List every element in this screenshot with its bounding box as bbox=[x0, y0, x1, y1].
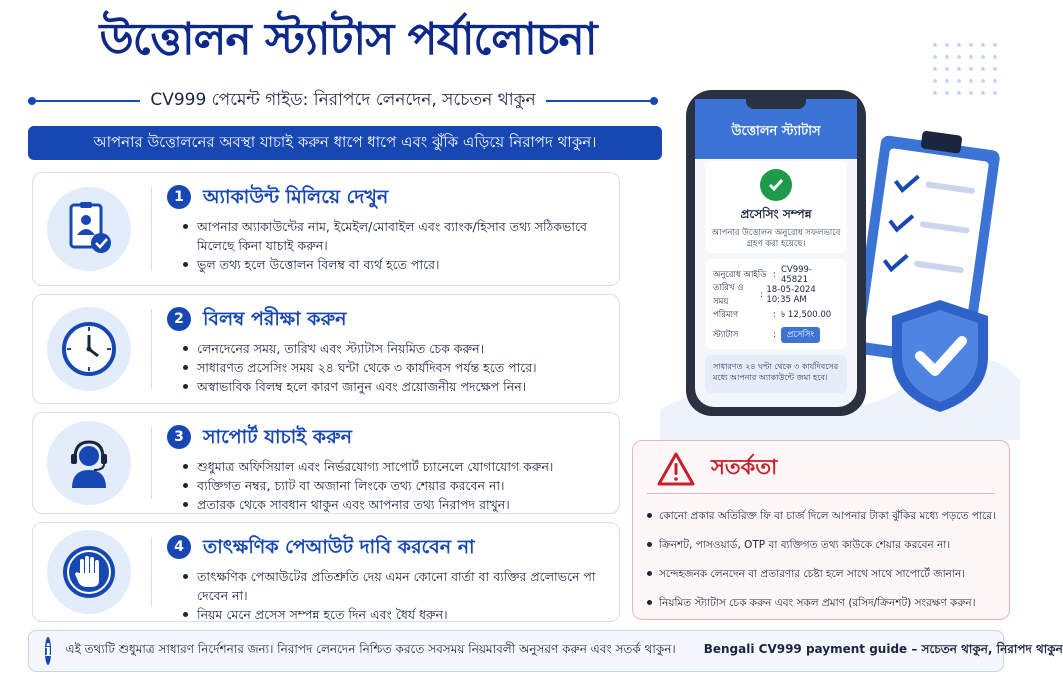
detail-value: CV999-45821 bbox=[780, 265, 812, 285]
bullet-item: সাধারণত প্রসেসিং সময় ২৪ ঘন্টা থেকে ৩ কার্যদিবস পর্যন্ত হতে পারে। bbox=[183, 358, 601, 377]
headset-support-icon bbox=[47, 421, 131, 505]
step-number: 1 bbox=[167, 185, 191, 209]
status-card bbox=[705, 161, 847, 253]
subtitle-rule-right bbox=[546, 100, 658, 102]
caution-item: নিয়মিত স্ট্যাটাস চেক করুন এবং সকল প্রমাণ (রসিদ/ক্রিনশট) সংরক্ষণ করুন। bbox=[647, 588, 999, 617]
step-card-2 bbox=[32, 294, 620, 404]
bullet-item: তাৎক্ষণিক পেআউটের প্রতিশ্রুতি দেয় এমন কোনো বার্তা বা ব্যক্তির প্রলোভনে পা দেবেন না। bbox=[183, 567, 601, 605]
phone-header: উত্তোলন স্ট্যাটাস bbox=[695, 99, 857, 159]
step-bullets bbox=[183, 567, 601, 624]
bullet-item: অস্বাভাবিক বিলম্ব হলে কারণ জানুন এবং প্রয়োজনীয় পদক্ষেপ নিন। bbox=[183, 377, 601, 396]
detail-value: ৳ 12,500.00 bbox=[781, 310, 832, 320]
status-badge: প্রসেসিং bbox=[781, 327, 820, 343]
step-heading: বিলম্ব পরীক্ষা করুন bbox=[203, 308, 347, 330]
detail-row: স্ট্যাটাস : প্রসেসিং bbox=[713, 325, 839, 345]
page-title: উত্তোলন স্ট্যাটাস পর্যালোচনা bbox=[99, 14, 597, 65]
detail-label: অনুরোধ আইডি bbox=[713, 270, 767, 280]
step-card-4 bbox=[32, 522, 620, 622]
caution-bullets bbox=[647, 501, 999, 617]
status-title: প্রসেসিং সম্পন্ন bbox=[740, 207, 812, 221]
phone-mockup bbox=[686, 90, 866, 416]
step-heading: তাৎক্ষণিক পেআউট দাবি করবেন না bbox=[203, 536, 475, 558]
step-card-3 bbox=[32, 412, 620, 514]
status-subtitle: আপনার উত্তোলন অনুরোধ সফলভাবে গ্রহণ করা হয়েছে। bbox=[711, 228, 841, 249]
step-bullets bbox=[183, 217, 601, 274]
bullet-item: শুধুমাত্র অফিসিয়াল এবং নির্ভরযোগ্য সাপোর্ট চ্যানেলে যোগাযোগ করুন। bbox=[183, 457, 601, 476]
caution-item: সন্দেহজনক লেনদেন বা প্রতারণার চেষ্টা হলে সাথে সাথে সাপোর্টে জানান। bbox=[647, 559, 999, 588]
caution-box bbox=[632, 440, 1010, 620]
step-number: 4 bbox=[167, 535, 191, 559]
transaction-details bbox=[705, 259, 847, 349]
user-id-check-icon bbox=[47, 187, 131, 271]
footer-guide: Bengali CV999 payment guide – সচেতন থাকুন, নিরাপদ থাকুন bbox=[703, 642, 1063, 656]
bullet-item: ব্যক্তিগত নম্বর, চ্যাট বা অজানা লিংকে তথ্য শেয়ার করবেন না। bbox=[183, 476, 601, 495]
bullet-item: লেনদেনের সময়, তারিখ এবং স্ট্যাটাস নিয়মিত চেক করুন। bbox=[183, 339, 601, 358]
intro-banner: আপনার উত্তোলনের অবস্থা যাচাই করুন ধাপে ধাপে এবং ঝুঁকি এড়িয়ে নিরাপদ থাকুন। bbox=[28, 126, 662, 160]
detail-value: 18-05-2024 10:35 AM bbox=[766, 285, 816, 305]
info-icon: i bbox=[45, 637, 51, 665]
detail-label: তারিখ ও সময় bbox=[713, 283, 744, 307]
decorative-dots bbox=[930, 40, 1000, 100]
detail-row: তারিখ ও সময় : 18-05-2024 10:35 AM bbox=[713, 285, 839, 305]
detail-row: অনুরোধ আইডি : CV999-45821 bbox=[713, 265, 839, 285]
caution-heading: সতর্কতা bbox=[711, 455, 778, 479]
step-number: 3 bbox=[167, 425, 191, 449]
step-heading: অ্যাকাউন্ট মিলিয়ে দেখুন bbox=[203, 186, 389, 208]
step-bullets bbox=[183, 457, 601, 514]
footer-note: এই তথ্যটি শুধুমাত্র সাধারণ নির্দেশনার জন্য। নিরাপদ লেনদেন নিশ্চিত করতে সবসময় নিয়মাবলী অনুসরণ করুন এবং সতর্ক থাকুন। bbox=[65, 642, 676, 656]
shield-check-icon bbox=[880, 296, 1000, 416]
bullet-item: আপনার অ্যাকাউন্টের নাম, ইমেইল/মোবাইল এবং ব্যাংক/হিসাব তথ্য সঠিকভাবে মিলেছে কিনা যাচাই করুন। bbox=[183, 217, 601, 255]
subtitle-row bbox=[28, 88, 658, 114]
detail-label: পরিমাণ bbox=[713, 310, 739, 320]
step-bullets bbox=[183, 339, 601, 396]
detail-row: পরিমাণ : ৳ 12,500.00 bbox=[713, 310, 832, 320]
caution-item: ক্রিনশট, পাসওয়ার্ড, OTP বা ব্যক্তিগত তথ্য কাউকে শেয়ার করবেন না। bbox=[647, 530, 999, 559]
bullet-item: প্রতারক থেকে সাবধান থাকুন এবং আপনার তথ্য নিরাপদ রাখুন। bbox=[183, 495, 601, 514]
warning-triangle-icon bbox=[657, 452, 695, 486]
detail-label: স্ট্যাটাস bbox=[713, 330, 739, 340]
subtitle-rule-left bbox=[28, 100, 140, 102]
bullet-item: ভুল তথ্য হলে উত্তোলন বিলম্ব বা ব্যর্থ হতে পারে। bbox=[183, 255, 601, 274]
step-card-1 bbox=[32, 172, 620, 286]
step-number: 2 bbox=[167, 307, 191, 331]
stop-hand-icon bbox=[47, 530, 131, 614]
step-heading: সাপোর্ট যাচাই করুন bbox=[203, 426, 352, 448]
phone-note: সাধারণত ২৪ ঘন্টা থেকে ৩ কার্যদিবসের মধ্যে আপনার অ্যাকাউন্টে জমা হবে। bbox=[705, 355, 847, 393]
page-subtitle: CV999 পেমেন্ট গাইড: নিরাপদে লেনদেন, সচেতন থাকুন bbox=[150, 90, 536, 110]
footer-bar bbox=[28, 630, 1063, 672]
caution-item: কোনো প্রকার অতিরিক্ত ফি বা চার্জ দিলে আপনার টাকা ঝুঁকির মধ্যে পড়তে পারে। bbox=[647, 501, 999, 530]
clock-icon bbox=[47, 307, 131, 391]
bullet-item: নিয়ম মেনে প্রসেস সম্পন্ন হতে দিন এবং ধৈর্য ধরুন। bbox=[183, 605, 601, 624]
phone-screen bbox=[695, 99, 857, 407]
success-check-icon bbox=[760, 169, 792, 201]
caution-header bbox=[657, 451, 777, 486]
